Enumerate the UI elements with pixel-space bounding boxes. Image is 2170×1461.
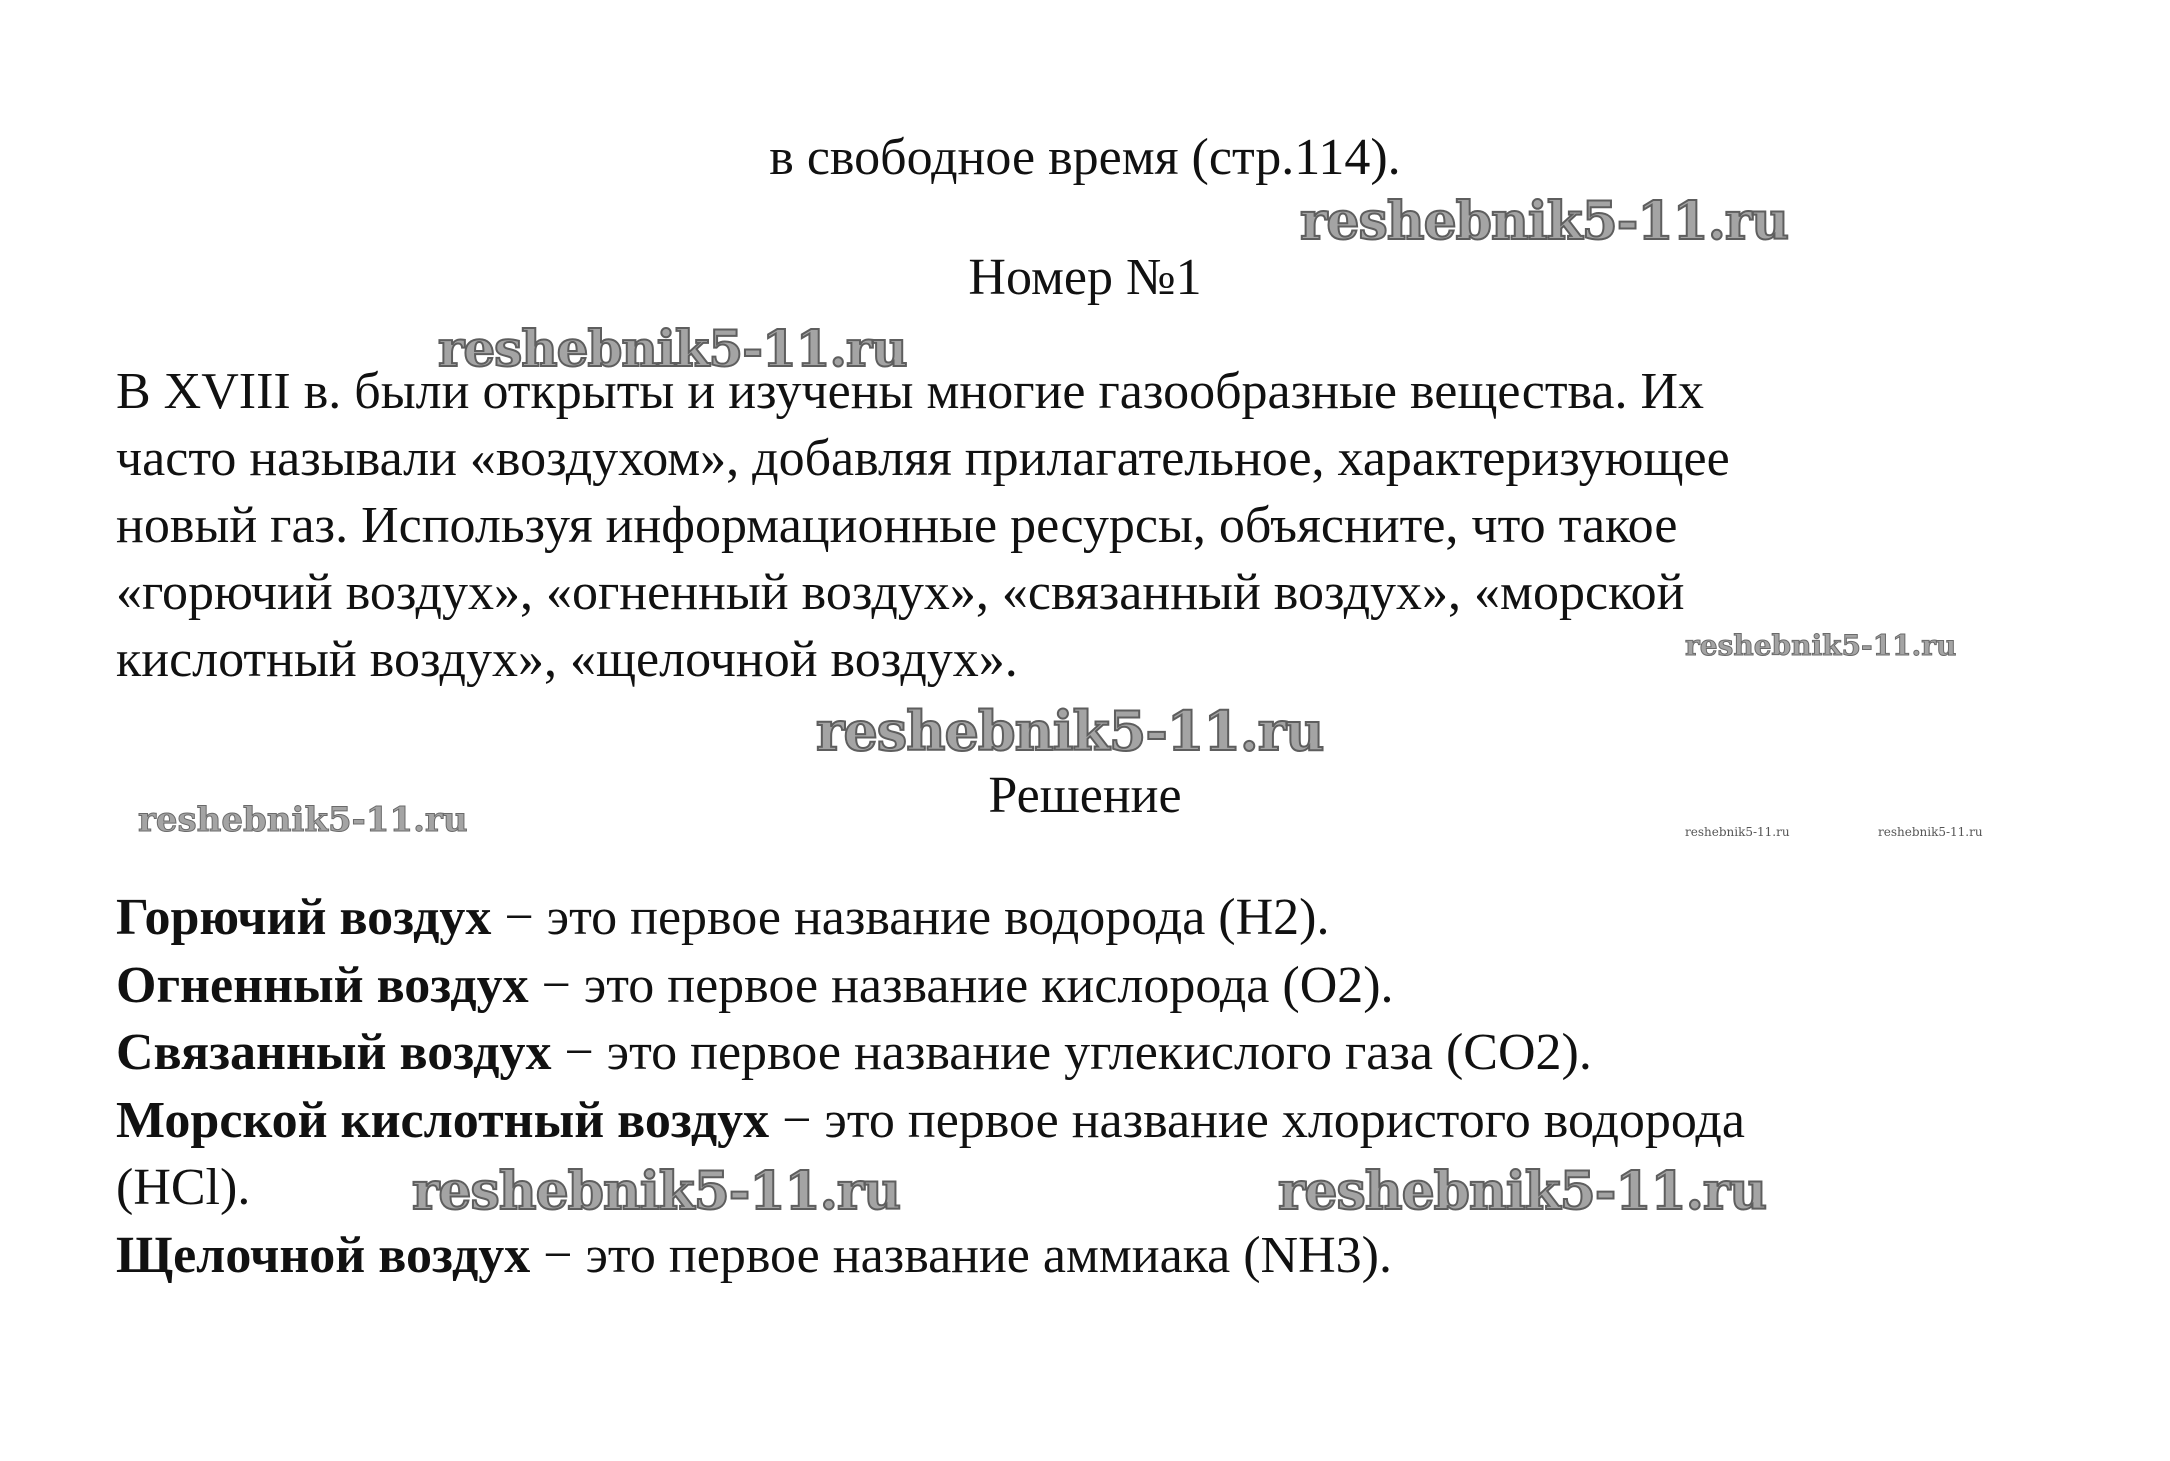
answer-definition: − это первое название хлористого водорода (769, 1091, 1745, 1149)
continuation-line: в свободное время (стр.114). (769, 129, 1401, 186)
answer-definition: − это первое название углекислого газа (CO2). (551, 1024, 1592, 1081)
task-title: Номер №1 (968, 249, 1202, 306)
answer-definition: − это первое название кислорода (O2). (528, 956, 1394, 1014)
answer-term: Огненный воздух (116, 956, 529, 1014)
answer-term: Морской кислотный воздух (116, 1091, 770, 1149)
answer-line (116, 1087, 2106, 1155)
task-line: кислотный воздух», «щелочной воздух». (116, 631, 1018, 688)
watermark: reshebnik5-11.ru (1300, 191, 1789, 252)
answer-term: Горючий воздух (116, 889, 492, 946)
watermark: reshebnik5-11.ru (1278, 1161, 1767, 1222)
task-line: часто называли «воздухом», добавляя прилагательное, характеризующее (116, 430, 1730, 487)
watermark: reshebnik5-11.ru (1878, 825, 1983, 839)
answer-definition: − это первое название аммиака (NH3). (530, 1226, 1392, 1284)
task-line: новый газ. Используя информационные ресурсы, объясните, что такое (116, 497, 1678, 554)
watermark: reshebnik5-11.ru (138, 800, 468, 840)
watermark: reshebnik5-11.ru (1685, 629, 1957, 662)
answer-definition: (HCl). (116, 1159, 251, 1216)
answer-line (116, 1222, 2106, 1290)
watermark: reshebnik5-11.ru (1685, 825, 1790, 839)
answer-line (116, 1019, 2106, 1087)
answer-term: Связанный воздух (116, 1024, 552, 1081)
solution-title: Решение (988, 767, 1182, 824)
answers-list (116, 884, 2106, 1289)
task-line: В XVIII в. были открыты и изучены многие газообразные вещества. Их (116, 363, 1705, 420)
answer-term: Щелочной воздух (116, 1226, 531, 1284)
watermark: reshebnik5-11.ru (438, 319, 907, 378)
task-line: «горючий воздух», «огненный воздух», «связанный воздух», «морской (116, 564, 1685, 621)
answer-line (116, 952, 2106, 1020)
answer-line (116, 884, 2106, 952)
watermark: reshebnik5-11.ru (816, 699, 1324, 763)
watermark: reshebnik5-11.ru (412, 1161, 901, 1222)
answer-definition: − это первое название водорода (H2). (491, 889, 1330, 946)
